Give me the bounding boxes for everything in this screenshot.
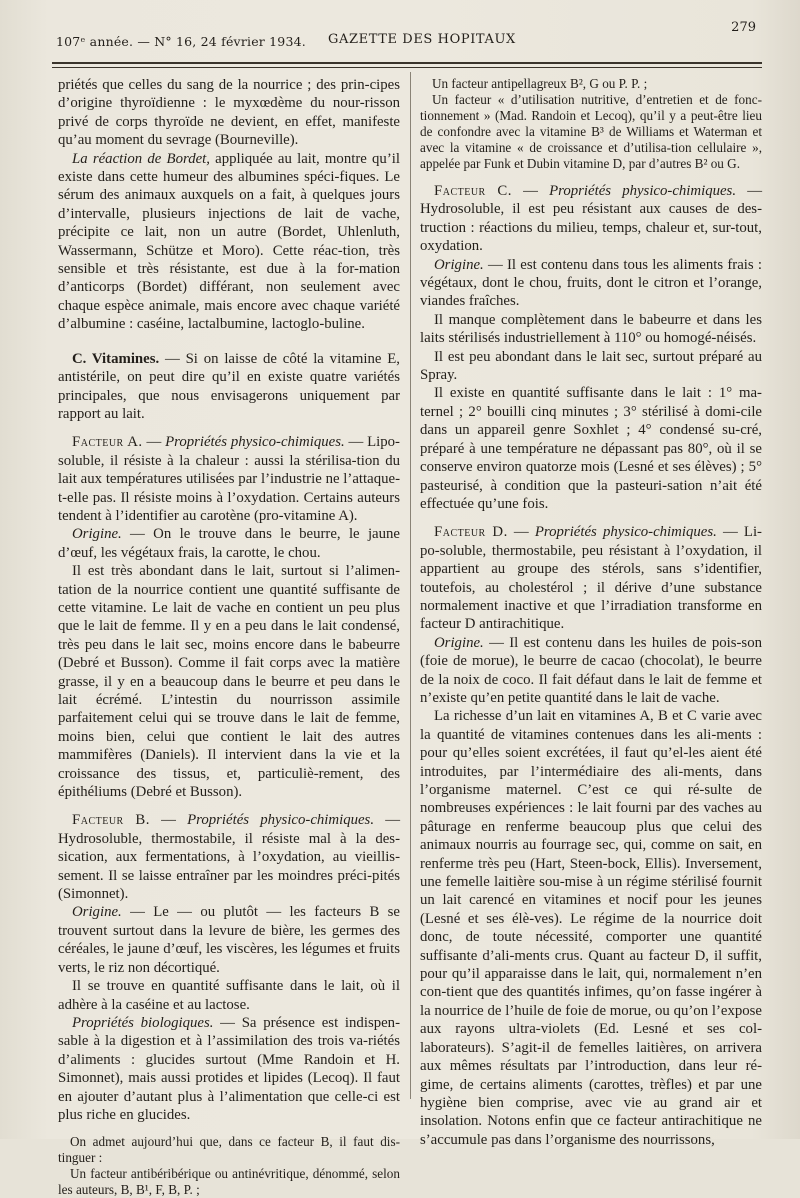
header-rule-thick bbox=[52, 62, 762, 64]
paragraph-text: — Li-po-soluble, thermostabile, peu résistant à l’oxydation, il appartient au groupe des stérols, sans s’identifier, toutefois, au cholestérol ; il dérive d’une substance normalement inactive et que l’irradiation transforme en facteur D antirachitique. bbox=[420, 524, 762, 633]
note-paragraph: Un facteur antipellagreux B², G ou P. P. ; bbox=[432, 76, 648, 91]
paragraph-text: — Lipo-soluble, il résiste à la chaleur : aussi la stérilisa-tion du lait aux températures utilisées par l’industrie ne l’attaque-t-elle pas. Il résiste moins à l’oxydation. Certains auteurs tendent à l’identifier au carotène (pro-vitamine A). bbox=[58, 434, 400, 524]
inline-heading: Origine. bbox=[434, 634, 484, 651]
factor-paragraph: Facteur B. — Propriétés physico-chimiques. — Hydrosoluble, thermostabile, il résiste mal à la des-sication, aux fermentations, à l’oxydation, au vieillis-sement. Il se laisse entraîner par les moindres préci-pités (Simonnet). bbox=[58, 812, 400, 903]
issue-info: 107ᵉ année. — N° 16, 24 février 1934. bbox=[56, 34, 306, 49]
column-divider bbox=[410, 72, 411, 1099]
paragraph: Il manque complètement dans le babeurre et dans les laits stérilisés industriellement à 110° ou homogé-néisés. bbox=[420, 311, 762, 347]
paragraph-text: — Le — ou plutôt — les facteurs B se trouvent surtout dans la levure de bière, les germes des céréales, le jaune d’œuf, les viscères, les légumes et fruits verts, le riz non décortiqué. bbox=[58, 904, 400, 976]
paragraph-text: — Si on laisse de côté la vitamine E, antistérile, on peut dire qu’il en existe quatre variétés principales, que nous envisagerons uniquement par rapport au lait. bbox=[58, 350, 400, 422]
factor-heading: Facteur D. bbox=[434, 524, 508, 541]
paragraph-text: — Hydrosoluble, il est peu résistant aux causes de des-truction : réactions du milieu, temps, chaleur et, sur-tout, oxydation. bbox=[420, 183, 762, 255]
factor-heading: Facteur B. bbox=[72, 812, 150, 829]
paragraph-text: — Hydrosoluble, thermostabile, il résiste mal à la des-sication, aux fermentations, à l’oxydation, au vieillis-sement. Il se laisse entraîner par les moindres préci-pités (Simonnet). bbox=[58, 812, 400, 903]
page-number: 279 bbox=[731, 20, 756, 35]
left-column bbox=[58, 76, 400, 1198]
right-column bbox=[420, 76, 762, 1148]
paragraph: Il existe en quantité suffisante dans le lait : 1° ma-ternel ; 2° bouilli cinq minutes ; 3° stérilisé à domi-cile dans un appareil genre Soxhlet ; 4° condensé su-cré, préparé à une température ne dépassant pas 80°, où il se conserve environ quatorze mois (Lesné et ses élèves) ; 5° pasteurisé, à condition que la pasteuri-sation n’ait été effectuée qu’une fois. bbox=[420, 385, 762, 512]
paragraph-text: appliquée au lait, montre qu’il existe dans cette humeur des albumines spéci-fiques. Le sérum des animaux auxquels on a fait, à quelques jours d’intervalle, plusieurs injections de lait de vache, précipite ce lait, non un autre (Bordet, Uhlenluth, Wassermann, Schütze et Moro). Cette réac-tion, très sensible et très résistante, est due à la for-mation d’anticorps (Bordet) différant, non seulement avec chaque espèce animale, mais encore avec chaque variété d’albumine : caséine, lactalbumine, lactoglo-buline. bbox=[58, 150, 400, 333]
factor-paragraph: Facteur C. — Propriétés physico-chimiques. — Hydrosoluble, il est peu résistant aux causes de des-truction : réactions du milieu, temps, chaleur et, sur-tout, oxydation. bbox=[420, 183, 762, 255]
paragraph: priétés que celles du sang de la nourrice ; des prin-cipes d’origine thyroïdienne : le myxœdème du nour-risson privé de corps thyroïde ne devient, en effet, manifeste qu’au moment du sevrage (Bourneville). bbox=[58, 77, 400, 149]
paragraph-text: — Sa présence est indispen-sable à la digestion et à l’assimilation des trois va-riétés d’aliments : glucides surtout (Mme Randoin et H. Simonnet), mais aussi protides et lipides (Lecoq). Il faut en ajouter d’autant plus à l’alimentation que celle-ci est plus riche en glucides. bbox=[58, 1014, 400, 1123]
paragraph bbox=[58, 150, 400, 334]
factor-heading: Facteur C. bbox=[434, 183, 512, 199]
header-rule-thin bbox=[52, 67, 762, 68]
note-paragraph: Un facteur « d’utilisation nutritive, d’entretien et de fonc-tionnement » (Mad. Randoin et Lecoq), qu’il y a peut-être lieu de confondre avec la vitamine B³ de Williams et Waterman et avec la vitamine « de croissance et d’utilisa-tion cellulaire », appelée par Funk et Dubin vitamine D, par d’autres B² ou G. bbox=[420, 92, 762, 171]
inline-heading: Origine. bbox=[434, 256, 484, 273]
paragraph-text: — Il est contenu dans tous les aliments frais : végétaux, dont le chou, fruits, dont le citron et l’orange, viandes fraîches. bbox=[420, 256, 762, 310]
inline-heading: Propriétés biologiques. bbox=[72, 1014, 214, 1031]
paragraph-text: — On le trouve dans le beurre, le jaune d’œuf, les végétaux frais, la carotte, le chou. bbox=[58, 526, 400, 561]
factor-heading: Facteur A. bbox=[72, 434, 143, 451]
paragraph bbox=[58, 1014, 400, 1124]
paragraph: Il est peu abondant dans le lait sec, surtout préparé au Spray. bbox=[420, 348, 762, 384]
paragraph bbox=[58, 903, 400, 977]
running-header bbox=[56, 18, 760, 60]
section-paragraph bbox=[58, 350, 400, 424]
subheading: Propriétés physico-chimiques. bbox=[534, 524, 717, 541]
inline-heading: Origine. bbox=[72, 904, 122, 921]
paragraph-text: — Il est contenu dans les huiles de pois-son (foie de morue), le beurre de cacao (chocolat), le beurre de la noix de coco. Il fait défaut dans le lait de femme et n’existe qu’en petite quantité dans le lait de vache. bbox=[420, 634, 762, 706]
subheading: Propriétés physico-chimiques. bbox=[165, 434, 345, 451]
paragraph: La richesse d’un lait en vitamines A, B et C varie avec la quantité de vitamines contenues dans les ali-ments : pour qu’elles soient excrétées, il faut qu’el-les aient été introduites, par l’intermédiaire des ali-ments, dans l’organisme maternel. C’est ce qui ré-sulte de nombreuses expériences : le lait fourni par des vaches au pâturage en renferme beaucoup plus que celui des animaux nourris au fourrage sec, qui, comme on sait, en renferme très peu (Hart, Steen-bock, Ellis). Inversement, une femelle laitière sou-mise à un régime stérilisé fournit un lait carencé en vitamines et nocif pour les jeunes (Lesné et ses élè-ves). Le régime de la nourrice doit donc, de toute nécessité, comporter une quantité suffisante d’ali-ments crus. Quant au facteur D, il suffit, pour qu’il apparaisse dans le lait, qui, normalement n’en con-tient que des quantités infimes, qu’on fasse ingérer à la nourrice de l’huile de foie de morue, ou qu’on l’expose aux rayons ultra-violets (Ed. Lesné et ses col-laborateurs). S’agit-il de femelles laitières, on arrivera aux mêmes résultats par l’introduction, dans leur ré-gime, de certains aliments (carottes, trèfles) et par une hygiène bien comprise, avec vie au grand air et insolation. Notons enfin que ce facteur antirachitique ne s’accumule pas dans l’organisme des nourrissons, bbox=[420, 708, 762, 1148]
inline-heading: La réaction de Bordet, bbox=[72, 150, 210, 167]
inline-heading: Origine. bbox=[72, 526, 122, 543]
note-paragraph: Un facteur antibéribérique ou antinévritique, dénommé, selon les auteurs, B, B¹, F, B, P. ; bbox=[58, 1166, 400, 1198]
paragraph: Il se trouve en quantité suffisante dans le lait, où il adhère à la caséine et au lactose. bbox=[58, 978, 400, 1013]
factor-paragraph: Facteur A. — Propriétés physico-chimiques. — Lipo-soluble, il résiste à la chaleur : aussi la stérilisa-tion du lait aux températures utilisées par l’industrie ne l’attaque-t-elle pas. Il résiste moins à l’oxydation. Certains auteurs tendent à l’identifier au carotène (pro-vitamine A). bbox=[58, 434, 400, 524]
paragraph bbox=[420, 634, 762, 708]
journal-title: GAZETTE DES HOPITAUX bbox=[328, 32, 516, 47]
subheading: Propriétés physico-chimiques. bbox=[187, 812, 375, 829]
note-paragraph: On admet aujourd’hui que, dans ce facteur B, il faut dis-tinguer : bbox=[58, 1134, 400, 1166]
section-heading: C. Vitamines. bbox=[72, 350, 160, 367]
paragraph bbox=[58, 525, 400, 562]
subheading: Propriétés physico-chimiques. bbox=[549, 183, 737, 199]
paragraph: Il est très abondant dans le lait, surtout si l’alimen-tation de la nourrice contient une quantité suffisante de cette vitamine. Le lait de vache en contient un peu plus que le lait de femme. Il y en a peu dans le lait condensé, très peu dans le lait sec, moins encore dans le babeurre (Debré et Busson). Comme il fait corps avec la matière grasse, il y en a beaucoup dans le beurre et peu dans le lait écrémé. L’intestin du nourrisson assimile parfaitement celui qui se trouve dans le lait de femme, moins bien, celui que contient le lait des autres mammifères (Daniels). Il intervient dans la vie et la croissance des tissus, et, particuliè-rement, des épithéliums (Debré et Busson). bbox=[58, 563, 400, 801]
paragraph bbox=[420, 256, 762, 311]
factor-paragraph: Facteur D. — Propriétés physico-chimiques. — Li-po-soluble, thermostabile, peu résistant à l’oxydation, il appartient au groupe des stérols, sans s’identifier, toutefois, au cholestérol ; il dérive d’une substance normalement inactive et que l’irradiation transforme en facteur D antirachitique. bbox=[420, 524, 762, 633]
